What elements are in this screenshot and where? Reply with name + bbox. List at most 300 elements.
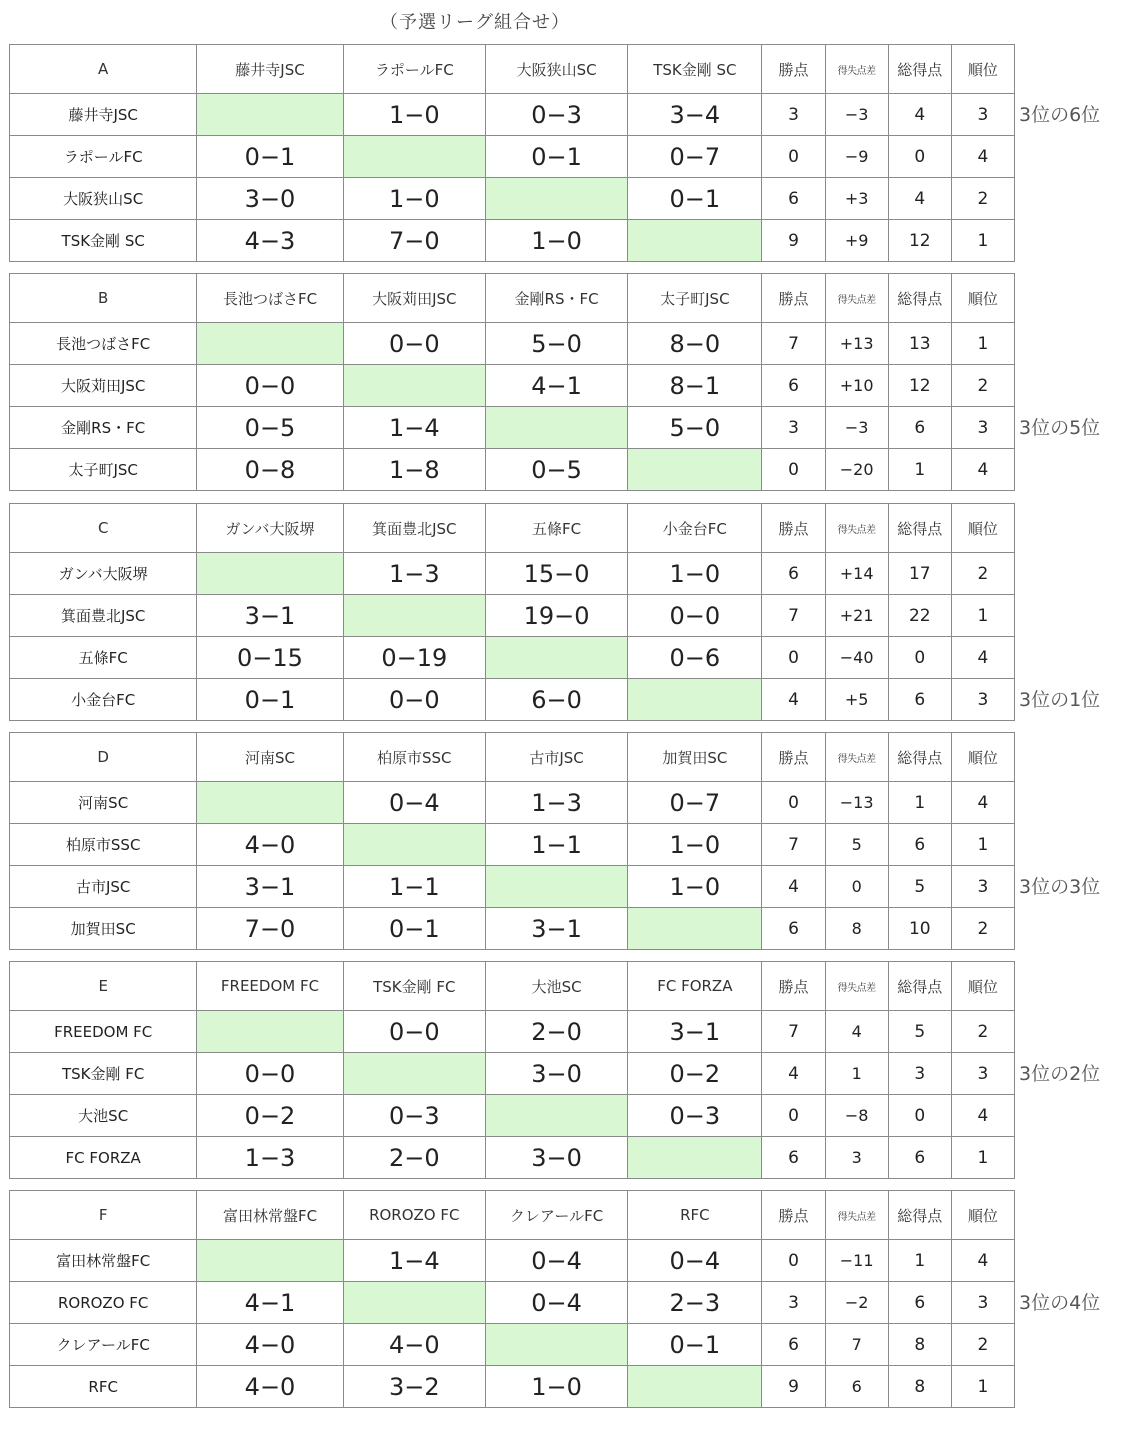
stat-cell: 1 — [888, 1240, 951, 1282]
stat-cell: 6 — [825, 1366, 888, 1408]
self-match-cell — [485, 407, 627, 449]
team-name: 柏原市SSC — [10, 824, 197, 866]
stat-cell: 7 — [825, 1324, 888, 1366]
header-row — [10, 504, 1015, 553]
table-row — [10, 449, 1015, 491]
score-cell: 0−0 — [343, 1011, 485, 1053]
stat-cell: 1 — [951, 1137, 1014, 1179]
score-cell: 0−19 — [343, 637, 485, 679]
score-cell: 8−1 — [628, 365, 762, 407]
team-name: 富田林常盤FC — [10, 1240, 197, 1282]
third-place-rank-note: 3位の6位 — [1019, 104, 1101, 126]
stat-cell: 4 — [762, 679, 825, 721]
table-row — [10, 824, 1015, 866]
self-match-cell — [343, 1282, 485, 1324]
stat-cell: 4 — [951, 449, 1014, 491]
score-cell: 0−0 — [628, 595, 762, 637]
stat-cell: −3 — [825, 407, 888, 449]
opponent-header: 五條FC — [485, 504, 627, 553]
stat-cell: 4 — [888, 178, 951, 220]
stat-cell: 2 — [951, 178, 1014, 220]
stat-header: 勝点 — [762, 1191, 825, 1240]
opponent-header: TSK金剛 FC — [343, 962, 485, 1011]
score-cell: 3−1 — [197, 595, 343, 637]
stat-cell: 3 — [762, 407, 825, 449]
score-cell: 1−1 — [485, 824, 627, 866]
opponent-header: 金剛RS・FC — [485, 274, 627, 323]
stat-cell: 8 — [888, 1324, 951, 1366]
score-cell: 0−8 — [197, 449, 343, 491]
opponent-header: 柏原市SSC — [343, 733, 485, 782]
team-name: 太子町JSC — [10, 449, 197, 491]
opponent-header: 大阪狭山SC — [485, 45, 627, 94]
score-cell: 0−1 — [197, 136, 343, 178]
self-match-cell — [343, 595, 485, 637]
stat-header: 順位 — [951, 45, 1014, 94]
stat-cell: 1 — [888, 449, 951, 491]
header-row — [10, 962, 1015, 1011]
stat-cell: 5 — [825, 824, 888, 866]
opponent-header: ガンバ大阪堺 — [197, 504, 343, 553]
table-row — [10, 637, 1015, 679]
score-cell: 7−0 — [343, 220, 485, 262]
score-cell: 2−0 — [343, 1137, 485, 1179]
group-b-table — [9, 273, 1015, 491]
group-e-table — [9, 961, 1015, 1179]
stat-header: 総得点 — [888, 45, 951, 94]
stat-header: 順位 — [951, 504, 1014, 553]
team-name: 箕面豊北JSC — [10, 595, 197, 637]
header-row — [10, 1191, 1015, 1240]
stat-header: 順位 — [951, 274, 1014, 323]
table-row — [10, 782, 1015, 824]
group-label: D — [10, 733, 197, 782]
team-name: 河南SC — [10, 782, 197, 824]
score-cell: 0−4 — [485, 1282, 627, 1324]
third-place-rank-note: 3位の1位 — [1019, 689, 1101, 711]
table-row — [10, 220, 1015, 262]
stat-cell: 0 — [888, 136, 951, 178]
stat-cell: 4 — [951, 782, 1014, 824]
team-name: 大池SC — [10, 1095, 197, 1137]
stat-cell: +13 — [825, 323, 888, 365]
opponent-header: 藤井寺JSC — [197, 45, 343, 94]
score-cell: 1−0 — [628, 824, 762, 866]
stat-cell: 3 — [762, 94, 825, 136]
stat-header: 得失点差 — [825, 274, 888, 323]
team-name: 大阪苅田JSC — [10, 365, 197, 407]
team-name: ラポールFC — [10, 136, 197, 178]
stat-cell: 13 — [888, 323, 951, 365]
stat-cell: 2 — [951, 365, 1014, 407]
stat-header: 勝点 — [762, 733, 825, 782]
stat-cell: 4 — [951, 1240, 1014, 1282]
stat-cell: −2 — [825, 1282, 888, 1324]
score-cell: 1−0 — [628, 553, 762, 595]
self-match-cell — [343, 1053, 485, 1095]
stat-header: 勝点 — [762, 504, 825, 553]
score-cell: 15−0 — [485, 553, 627, 595]
self-match-cell — [197, 1011, 343, 1053]
table-row — [10, 553, 1015, 595]
stat-cell: 1 — [951, 824, 1014, 866]
score-cell: 1−3 — [485, 782, 627, 824]
stat-cell: 6 — [888, 679, 951, 721]
stat-cell: 6 — [762, 365, 825, 407]
self-match-cell — [485, 866, 627, 908]
stat-cell: 6 — [762, 178, 825, 220]
table-row — [10, 595, 1015, 637]
stat-cell: 4 — [762, 866, 825, 908]
score-cell: 0−0 — [197, 365, 343, 407]
table-row — [10, 1366, 1015, 1408]
stat-cell: 3 — [951, 679, 1014, 721]
stat-cell: 3 — [951, 94, 1014, 136]
self-match-cell — [485, 1324, 627, 1366]
stat-cell: 6 — [888, 1137, 951, 1179]
table-row — [10, 1282, 1015, 1324]
score-cell: 0−1 — [628, 178, 762, 220]
stat-cell: −3 — [825, 94, 888, 136]
stat-header: 総得点 — [888, 274, 951, 323]
opponent-header: FC FORZA — [628, 962, 762, 1011]
stat-header: 得失点差 — [825, 1191, 888, 1240]
stat-cell: 1 — [951, 595, 1014, 637]
team-name: 小金台FC — [10, 679, 197, 721]
score-cell: 0−1 — [628, 1324, 762, 1366]
third-place-rank-note: 3位の2位 — [1019, 1063, 1101, 1085]
stat-header: 得失点差 — [825, 504, 888, 553]
score-cell: 8−0 — [628, 323, 762, 365]
opponent-header: クレアールFC — [485, 1191, 627, 1240]
score-cell: 3−0 — [197, 178, 343, 220]
stat-cell: −40 — [825, 637, 888, 679]
stat-cell: 2 — [951, 1011, 1014, 1053]
stat-cell: 0 — [762, 1095, 825, 1137]
score-cell: 3−0 — [485, 1137, 627, 1179]
score-cell: 0−2 — [197, 1095, 343, 1137]
stat-cell: 0 — [888, 637, 951, 679]
score-cell: 2−3 — [628, 1282, 762, 1324]
stat-cell: −8 — [825, 1095, 888, 1137]
stat-cell: 0 — [762, 637, 825, 679]
stat-cell: 9 — [762, 220, 825, 262]
score-cell: 1−0 — [485, 220, 627, 262]
table-row — [10, 365, 1015, 407]
stat-cell: 0 — [825, 866, 888, 908]
opponent-header: 箕面豊北JSC — [343, 504, 485, 553]
stat-cell: 10 — [888, 908, 951, 950]
self-match-cell — [628, 679, 762, 721]
header-row — [10, 274, 1015, 323]
stat-cell: 0 — [762, 449, 825, 491]
stat-cell: +21 — [825, 595, 888, 637]
opponent-header: RFC — [628, 1191, 762, 1240]
group-label: E — [10, 962, 197, 1011]
stat-cell: 4 — [825, 1011, 888, 1053]
stat-cell: 2 — [951, 1324, 1014, 1366]
score-cell: 4−1 — [485, 365, 627, 407]
score-cell: 1−0 — [485, 1366, 627, 1408]
self-match-cell — [628, 1137, 762, 1179]
stat-cell: 2 — [951, 553, 1014, 595]
stat-cell: 22 — [888, 595, 951, 637]
self-match-cell — [197, 323, 343, 365]
score-cell: 4−0 — [343, 1324, 485, 1366]
score-cell: 4−0 — [197, 1366, 343, 1408]
stat-cell: 1 — [825, 1053, 888, 1095]
score-cell: 4−1 — [197, 1282, 343, 1324]
score-cell: 0−0 — [343, 323, 485, 365]
score-cell: 19−0 — [485, 595, 627, 637]
score-cell: 4−3 — [197, 220, 343, 262]
group-label: C — [10, 504, 197, 553]
league-table — [9, 503, 1015, 721]
league-table — [9, 273, 1015, 491]
score-cell: 5−0 — [485, 323, 627, 365]
group-label: B — [10, 274, 197, 323]
group-f-table — [9, 1190, 1015, 1408]
team-name: TSK金剛 SC — [10, 220, 197, 262]
third-place-rank-note: 3位の4位 — [1019, 1292, 1101, 1314]
stat-cell: 6 — [888, 824, 951, 866]
stat-cell: +10 — [825, 365, 888, 407]
table-row — [10, 94, 1015, 136]
stat-cell: 7 — [762, 824, 825, 866]
stat-cell: 4 — [951, 1095, 1014, 1137]
stat-cell: −9 — [825, 136, 888, 178]
stat-cell: 3 — [951, 1282, 1014, 1324]
self-match-cell — [343, 365, 485, 407]
stat-cell: 17 — [888, 553, 951, 595]
score-cell: 5−0 — [628, 407, 762, 449]
score-cell: 1−1 — [343, 866, 485, 908]
self-match-cell — [197, 1240, 343, 1282]
stat-header: 勝点 — [762, 45, 825, 94]
stat-header: 総得点 — [888, 733, 951, 782]
score-cell: 0−2 — [628, 1053, 762, 1095]
third-place-rank-note: 3位の3位 — [1019, 876, 1101, 898]
stat-cell: 3 — [888, 1053, 951, 1095]
score-cell: 1−8 — [343, 449, 485, 491]
score-cell: 0−3 — [628, 1095, 762, 1137]
stat-cell: −20 — [825, 449, 888, 491]
opponent-header: 古市JSC — [485, 733, 627, 782]
stat-cell: 4 — [888, 94, 951, 136]
team-name: 加賀田SC — [10, 908, 197, 950]
stat-cell: 6 — [762, 1137, 825, 1179]
stat-cell: 0 — [888, 1095, 951, 1137]
team-name: 大阪狭山SC — [10, 178, 197, 220]
team-name: FREEDOM FC — [10, 1011, 197, 1053]
stat-cell: 6 — [762, 553, 825, 595]
table-row — [10, 1324, 1015, 1366]
score-cell: 4−0 — [197, 1324, 343, 1366]
score-cell: 6−0 — [485, 679, 627, 721]
stat-header: 順位 — [951, 962, 1014, 1011]
group-label: F — [10, 1191, 197, 1240]
self-match-cell — [628, 449, 762, 491]
group-a-table — [9, 44, 1015, 262]
score-cell: 3−4 — [628, 94, 762, 136]
stat-cell: 6 — [888, 407, 951, 449]
league-table — [9, 44, 1015, 262]
stat-header: 勝点 — [762, 962, 825, 1011]
stat-cell: 9 — [762, 1366, 825, 1408]
stat-cell: 8 — [825, 908, 888, 950]
stat-cell: 3 — [951, 1053, 1014, 1095]
stat-cell: 8 — [888, 1366, 951, 1408]
table-row — [10, 1095, 1015, 1137]
score-cell: 0−5 — [197, 407, 343, 449]
stat-cell: 1 — [951, 220, 1014, 262]
team-name: ROROZO FC — [10, 1282, 197, 1324]
stat-cell: 4 — [951, 136, 1014, 178]
score-cell: 0−15 — [197, 637, 343, 679]
stat-cell: 3 — [951, 866, 1014, 908]
page-title: （予選リーグ組合せ） — [380, 12, 570, 33]
opponent-header: ROROZO FC — [343, 1191, 485, 1240]
stat-cell: 0 — [762, 136, 825, 178]
group-label: A — [10, 45, 197, 94]
stat-header: 得失点差 — [825, 733, 888, 782]
team-name: ガンバ大阪堺 — [10, 553, 197, 595]
team-name: 藤井寺JSC — [10, 94, 197, 136]
stat-cell: −11 — [825, 1240, 888, 1282]
score-cell: 3−1 — [197, 866, 343, 908]
score-cell: 1−0 — [343, 94, 485, 136]
stat-header: 得失点差 — [825, 45, 888, 94]
stat-cell: 12 — [888, 220, 951, 262]
stat-cell: 4 — [951, 637, 1014, 679]
score-cell: 0−7 — [628, 136, 762, 178]
stat-cell: 6 — [888, 1282, 951, 1324]
header-row — [10, 45, 1015, 94]
opponent-header: 河南SC — [197, 733, 343, 782]
stat-header: 順位 — [951, 1191, 1014, 1240]
score-cell: 3−1 — [628, 1011, 762, 1053]
opponent-header: 富田林常盤FC — [197, 1191, 343, 1240]
stat-header: 総得点 — [888, 1191, 951, 1240]
table-row — [10, 407, 1015, 449]
stat-cell: 6 — [762, 1324, 825, 1366]
score-cell: 0−4 — [628, 1240, 762, 1282]
stat-cell: 1 — [951, 323, 1014, 365]
team-name: クレアールFC — [10, 1324, 197, 1366]
score-cell: 4−0 — [197, 824, 343, 866]
score-cell: 0−1 — [197, 679, 343, 721]
opponent-header: 加賀田SC — [628, 733, 762, 782]
opponent-header: FREEDOM FC — [197, 962, 343, 1011]
score-cell: 0−0 — [343, 679, 485, 721]
score-cell: 1−0 — [343, 178, 485, 220]
stat-cell: 7 — [762, 323, 825, 365]
opponent-header: 太子町JSC — [628, 274, 762, 323]
score-cell: 1−3 — [197, 1137, 343, 1179]
score-cell: 0−3 — [485, 94, 627, 136]
stat-cell: 0 — [762, 782, 825, 824]
score-cell: 1−4 — [343, 407, 485, 449]
stat-cell: 3 — [762, 1282, 825, 1324]
table-row — [10, 908, 1015, 950]
stat-header: 勝点 — [762, 274, 825, 323]
stat-header: 総得点 — [888, 962, 951, 1011]
stat-cell: +5 — [825, 679, 888, 721]
score-cell: 0−7 — [628, 782, 762, 824]
score-cell: 0−5 — [485, 449, 627, 491]
opponent-header: 長池つばさFC — [197, 274, 343, 323]
stat-cell: 1 — [888, 782, 951, 824]
table-row — [10, 178, 1015, 220]
stat-cell: 5 — [888, 1011, 951, 1053]
league-table — [9, 961, 1015, 1179]
stat-cell: 4 — [762, 1053, 825, 1095]
table-row — [10, 323, 1015, 365]
self-match-cell — [485, 178, 627, 220]
score-cell: 1−0 — [628, 866, 762, 908]
score-cell: 0−4 — [485, 1240, 627, 1282]
self-match-cell — [343, 136, 485, 178]
team-name: 金剛RS・FC — [10, 407, 197, 449]
stat-header: 順位 — [951, 733, 1014, 782]
score-cell: 0−4 — [343, 782, 485, 824]
stat-cell: 2 — [951, 908, 1014, 950]
score-cell: 1−3 — [343, 553, 485, 595]
table-row — [10, 1240, 1015, 1282]
team-name: 五條FC — [10, 637, 197, 679]
opponent-header: TSK金剛 SC — [628, 45, 762, 94]
stat-header: 総得点 — [888, 504, 951, 553]
team-name: 長池つばさFC — [10, 323, 197, 365]
score-cell: 0−1 — [343, 908, 485, 950]
table-row — [10, 136, 1015, 178]
opponent-header: ラポールFC — [343, 45, 485, 94]
score-cell: 0−1 — [485, 136, 627, 178]
self-match-cell — [197, 782, 343, 824]
score-cell: 0−0 — [197, 1053, 343, 1095]
score-cell: 1−4 — [343, 1240, 485, 1282]
third-place-rank-note: 3位の5位 — [1019, 417, 1101, 439]
score-cell: 3−0 — [485, 1053, 627, 1095]
score-cell: 3−2 — [343, 1366, 485, 1408]
self-match-cell — [628, 1366, 762, 1408]
opponent-header: 小金台FC — [628, 504, 762, 553]
stat-cell: 3 — [825, 1137, 888, 1179]
score-cell: 2−0 — [485, 1011, 627, 1053]
table-row — [10, 866, 1015, 908]
table-row — [10, 1011, 1015, 1053]
league-table — [9, 1190, 1015, 1408]
stat-cell: 7 — [762, 1011, 825, 1053]
table-row — [10, 1053, 1015, 1095]
self-match-cell — [197, 553, 343, 595]
table-row — [10, 1137, 1015, 1179]
score-cell: 0−3 — [343, 1095, 485, 1137]
score-cell: 3−1 — [485, 908, 627, 950]
stat-cell: 0 — [762, 1240, 825, 1282]
table-row — [10, 679, 1015, 721]
stat-cell: 7 — [762, 595, 825, 637]
team-name: FC FORZA — [10, 1137, 197, 1179]
stat-cell: +3 — [825, 178, 888, 220]
stat-cell: 12 — [888, 365, 951, 407]
stat-cell: +14 — [825, 553, 888, 595]
opponent-header: 大阪苅田JSC — [343, 274, 485, 323]
self-match-cell — [628, 908, 762, 950]
team-name: TSK金剛 FC — [10, 1053, 197, 1095]
self-match-cell — [343, 824, 485, 866]
stat-cell: 3 — [951, 407, 1014, 449]
